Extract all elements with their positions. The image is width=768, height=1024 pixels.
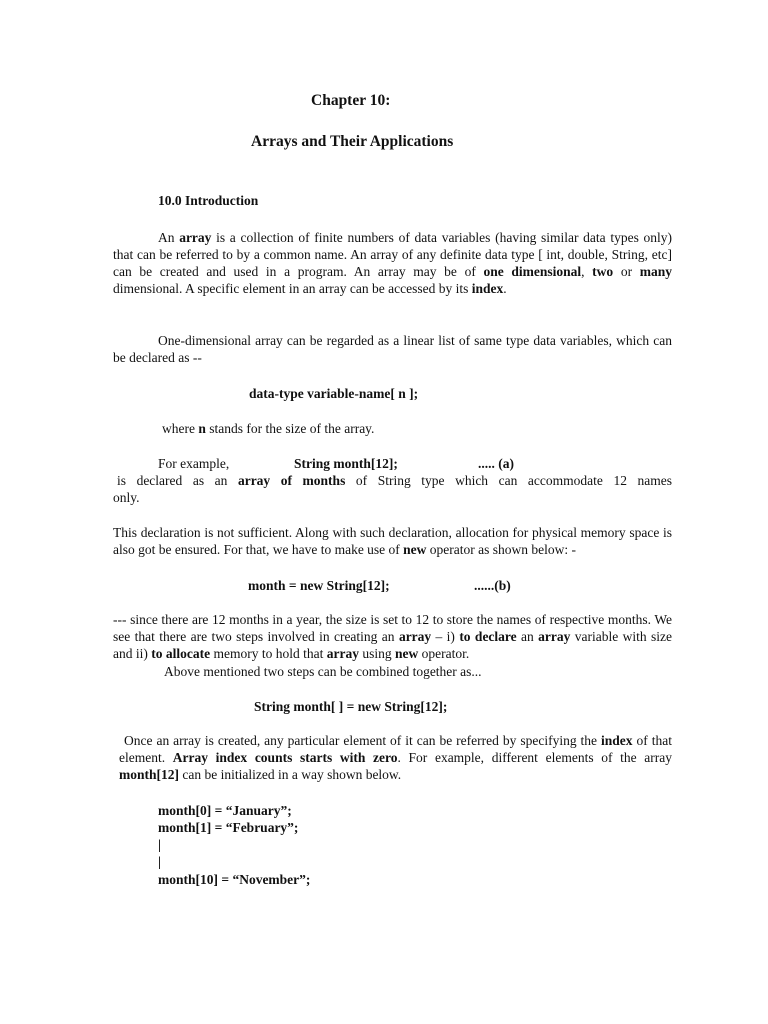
allocation-tag: ......(b) (474, 578, 511, 593)
chapter-title: Arrays and Their Applications (251, 133, 454, 150)
paragraph-array-definition: An array is a collection of finite numbers of data variables (having similar data types only) that can be referred to by a common name. An array of any definite data type [ int, double, String, etc] can be created and used in a program. An array may be of one dimensional, two or many dimensional. A specific element in an array can be accessed by its index. (113, 230, 673, 296)
code-line: month[10] = “November”; (158, 872, 311, 887)
declaration-explanation-end: only. (113, 490, 140, 505)
declaration-syntax: data-type variable-name[ n ]; (249, 386, 419, 401)
paragraph-indexing: Once an array is created, any particular element of it can be referred by specifying the index of that element. Array index counts starts with zero. For example, different elements of the array month[12] can be initialized in a way shown below. (119, 733, 672, 782)
allocation-code: month = new String[12]; (248, 578, 390, 593)
combined-intro: Above mentioned two steps can be combined together as... (164, 664, 482, 679)
paragraph-one-dimensional: One-dimensional array can be regarded as a linear list of same type data variables, which can be declared as -- (113, 333, 672, 365)
code-line: month[1] = “February”; (158, 820, 299, 835)
where-note: where n stands for the size of the array. (162, 421, 375, 436)
declaration-explanation-line: is declared as an array of months of String type which can accommodate 12 names (117, 473, 672, 488)
code-line: | (158, 854, 161, 869)
code-line: | (158, 837, 161, 852)
section-heading: 10.0 Introduction (158, 193, 259, 208)
paragraph-allocation: This declaration is not sufficient. Along with such declaration, allocation for physical memory space is also got be ensured. For that, we have to make use of new operator as shown below: - (113, 525, 672, 557)
example-tag: ..... (a) (478, 456, 514, 471)
example-code: String month[12]; (294, 456, 398, 471)
combined-declaration-code: String month[ ] = new String[12]; (254, 699, 448, 714)
chapter-heading: Chapter 10: (311, 92, 391, 109)
code-line: month[0] = “January”; (158, 803, 292, 818)
example-label: For example, (158, 456, 230, 471)
paragraph-two-steps: --- since there are 12 months in a year, the size is set to 12 to store the names of respective months. We see that there are two steps involved in creating an array – i) to declare an array variable with size and ii) to allocate memory to hold that array using new operator. (113, 612, 673, 661)
